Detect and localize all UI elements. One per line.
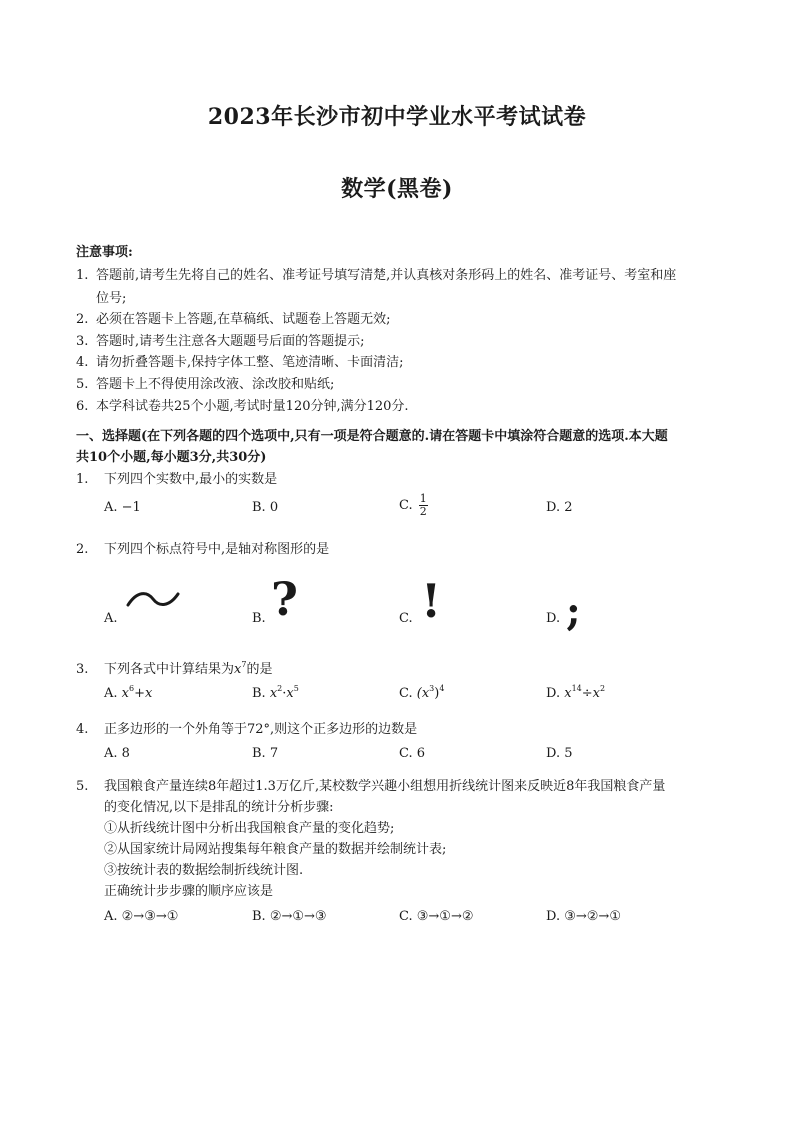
option-c: C. <box>399 611 413 626</box>
option-c-label: C. <box>399 498 413 513</box>
question-stem: 正确统计步步骤的顺序应该是 <box>104 884 274 899</box>
notice-item-num: 3. <box>76 334 89 349</box>
tilde-icon <box>125 588 181 612</box>
notice-item-num: 5. <box>76 377 89 392</box>
section-heading-cont: 共10个小题,每小题3分,共30分) <box>76 450 267 465</box>
exponent: 7 <box>241 660 247 669</box>
notice-item-num: 4. <box>76 355 89 370</box>
question-step: ②从国家统计局网站搜集每年粮食产量的数据并绘制统计表; <box>104 842 447 857</box>
question-stem: 下列四个标点符号中,是轴对称图形的是 <box>104 542 330 557</box>
exam-title: 2023年长沙市初中学业水平考试试卷 <box>207 104 587 130</box>
notice-item-text: 请勿折叠答题卡,保持字体工整、笔迹清晰、卡面清洁; <box>96 355 404 370</box>
notice-item-text: 答题时,请考生注意各大题题号后面的答题提示; <box>96 334 365 349</box>
option-b <box>252 686 299 701</box>
question-number: 3. <box>76 662 89 677</box>
math-var: x <box>269 686 278 701</box>
math-var: x <box>592 686 601 701</box>
option-d: D. 2 <box>546 500 573 515</box>
option-b: B. <box>252 611 266 626</box>
option-c <box>399 493 428 518</box>
exponent: 6 <box>129 684 135 693</box>
exponent: 5 <box>293 684 299 693</box>
math-var: x <box>234 662 242 677</box>
math-var: x <box>121 686 130 701</box>
stem-text: 的是 <box>246 662 273 677</box>
option-b: B. ②→①→③ <box>252 909 327 924</box>
question-step: ③按统计表的数据绘制折线统计图. <box>104 863 304 878</box>
notice-item-text: 答题前,请考生先将自己的姓名、准考证号填写清楚,并认真核对条形码上的姓名、准考证号、考室和座 <box>96 268 677 283</box>
math-expr: (x <box>416 686 430 701</box>
option-label: D. <box>546 686 561 701</box>
notice-heading: 注意事项: <box>76 245 133 260</box>
fraction-numerator: 1 <box>419 492 427 505</box>
notice-item-text: 必须在答题卡上答题,在草稿纸、试题卷上答题无效; <box>96 312 391 327</box>
option-d: D. ③→②→① <box>546 909 621 924</box>
option-label: C. <box>399 686 413 701</box>
option-d: D. <box>546 611 561 626</box>
option-label: A. <box>104 686 118 701</box>
exclamation-symbol: ! <box>421 574 442 628</box>
question-number: 2. <box>76 542 89 557</box>
option-a: A. 8 <box>104 746 130 761</box>
notice-item-text: 位号; <box>96 291 127 306</box>
exponent: 2 <box>277 684 283 693</box>
question-stem: 我国粮食产量连续8年超过1.3万亿斤,某校数学兴趣小组想用折线统计图来反映近8年我国粮食产量 <box>104 779 666 794</box>
math-op: ÷ <box>581 686 593 701</box>
semicolon-symbol: ; <box>566 588 581 635</box>
option-c: C. ③→①→② <box>399 909 474 924</box>
notice-item-text: 答题卡上不得使用涂改液、涂改胶和贴纸; <box>96 377 335 392</box>
exponent: 4 <box>439 684 445 693</box>
option-b: B. 0 <box>252 500 279 515</box>
notice-item-num: 1. <box>76 268 89 283</box>
notice-item-text: 本学科试卷共25个小题,考试时量120分钟,满分120分. <box>96 399 409 414</box>
fraction <box>419 493 428 518</box>
question-number: 1. <box>76 472 89 487</box>
exam-subtitle: 数学(黑卷) <box>341 176 453 202</box>
notice-item-num: 2. <box>76 312 89 327</box>
option-d: D. 5 <box>546 746 573 761</box>
math-var: x <box>564 686 572 701</box>
option-a: A. ②→③→① <box>104 909 179 924</box>
fraction-denominator: 2 <box>419 505 427 518</box>
exponent: 3 <box>429 684 435 693</box>
question-mark-symbol: ? <box>271 572 298 626</box>
exponent: 2 <box>600 684 606 693</box>
section-heading: 一、选择题(在下列各题的四个选项中,只有一项是符合题意的.请在答题卡中填涂符合题意的选项.本大题 <box>76 429 668 444</box>
question-number: 4. <box>76 722 89 737</box>
option-d <box>546 686 605 701</box>
exponent: 14 <box>571 684 582 693</box>
question-stem: 下列四个实数中,最小的实数是 <box>104 472 278 487</box>
math-var: x <box>286 686 294 701</box>
math-expr: +x <box>134 686 153 701</box>
option-b: B. 7 <box>252 746 279 761</box>
question-stem: 正多边形的一个外角等于72°,则这个正多边形的边数是 <box>104 722 418 737</box>
math-op: · <box>282 686 287 701</box>
question-number: 5. <box>76 779 89 794</box>
question-step: ①从折线统计图中分析出我国粮食产量的变化趋势; <box>104 821 395 836</box>
option-c: C. 6 <box>399 746 426 761</box>
option-c <box>399 686 444 701</box>
option-a: A. −1 <box>104 500 141 515</box>
option-label: B. <box>252 686 266 701</box>
question-stem: 的变化情况,以下是排乱的统计分析步骤: <box>104 800 334 815</box>
stem-text: 下列各式中计算结果为 <box>104 662 235 677</box>
option-a: A. <box>104 611 118 626</box>
math-paren: ) <box>434 686 440 701</box>
question-stem <box>104 660 272 680</box>
notice-item-num: 6. <box>76 399 89 414</box>
option-a <box>104 686 152 701</box>
